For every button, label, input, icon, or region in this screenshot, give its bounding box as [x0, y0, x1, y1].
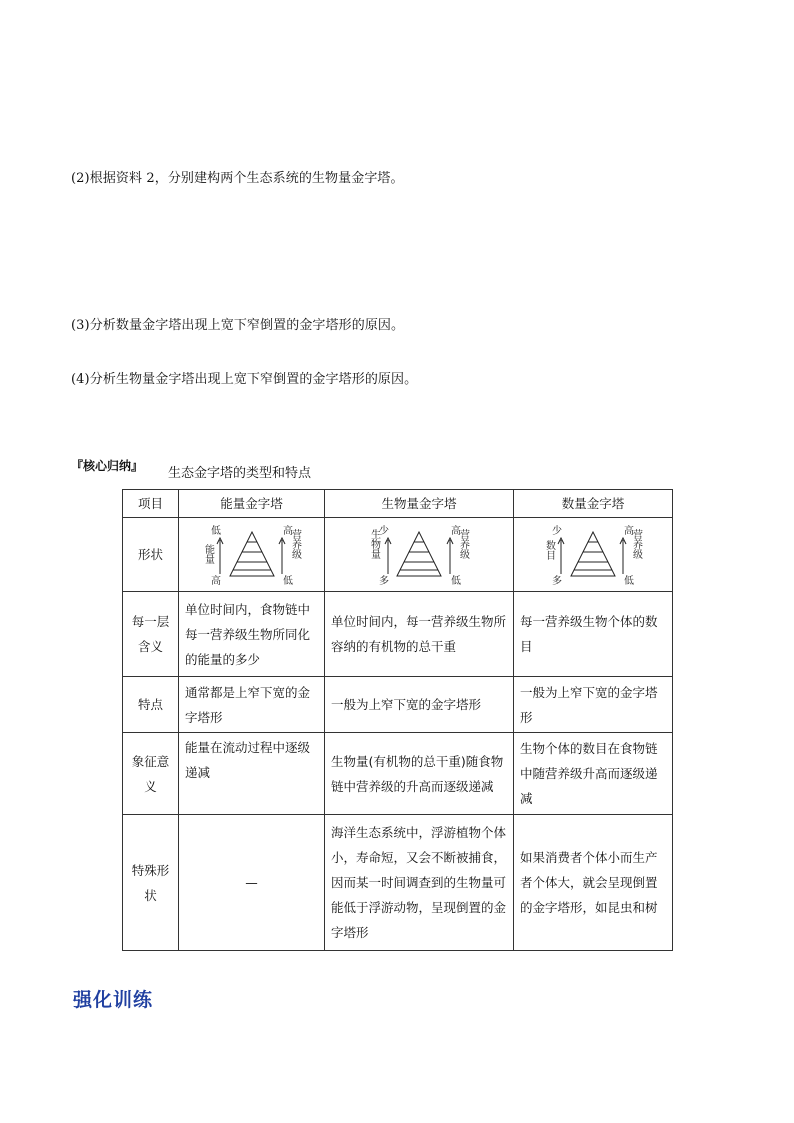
- header-item: 项目: [123, 490, 179, 518]
- energy-right-top-label: 高: [282, 525, 293, 537]
- energy-symbolic-meaning: 能量在流动过程中逐级递减: [179, 733, 325, 815]
- question-4: (4)分析生物量金字塔出现上宽下窄倒置的金字塔形的原因。: [71, 372, 418, 387]
- energy-left-top-label: 低: [210, 525, 221, 537]
- table-header-row: [123, 490, 673, 518]
- number-special-shape: 如果消费者个体小而生产者个体大，就会呈现倒置的金字塔形，如昆虫和树: [514, 815, 673, 951]
- energy-special-shape: —: [179, 815, 325, 951]
- biomass-left-bottom-label: 多: [379, 575, 389, 587]
- table-row: [123, 592, 673, 677]
- shape-row: [123, 518, 673, 592]
- number-right-axis-label: 营养级: [630, 528, 642, 559]
- number-left-axis-label: 数目: [543, 539, 555, 560]
- biomass-right-top-label: 高: [451, 525, 461, 537]
- energy-left-bottom-label: 高: [210, 575, 221, 587]
- biomass-left-axis-label: 生物量: [368, 528, 380, 559]
- row-label-layer-meaning: 每一层含义: [123, 592, 179, 677]
- table-title: 生态金字塔的类型和特点: [168, 466, 312, 481]
- table-row: [123, 733, 673, 815]
- section-title-reinforcement: 强化训练: [73, 989, 154, 1011]
- header-biomass-pyramid: 生物量金字塔: [325, 490, 514, 518]
- biomass-pyramid-cell: [325, 518, 514, 592]
- energy-layer-meaning: 单位时间内，食物链中每一营养级生物所同化的能量的多少: [179, 592, 325, 677]
- energy-pyramid-cell: [179, 518, 325, 592]
- biomass-left-top-label: 少: [379, 525, 389, 537]
- biomass-special-shape: 海洋生态系统中，浮游植物个体小，寿命短，又会不断被捕食，因而某一时间调查到的生物量可能低于浮游动物，呈现倒置的金字塔形: [325, 815, 514, 951]
- number-symbolic-meaning: 生物个体的数目在食物链中随营养级升高而逐级递减: [514, 733, 673, 815]
- energy-left-axis-label: 能量: [202, 543, 213, 564]
- table-row: [123, 677, 673, 733]
- question-2: (2)根据资料 2，分别建构两个生态系统的生物量金字塔。: [71, 171, 404, 186]
- header-energy-pyramid: 能量金字塔: [179, 490, 325, 518]
- question-3: (3)分析数量金字塔出现上宽下窄倒置的金字塔形的原因。: [71, 318, 405, 333]
- number-right-bottom-label: 低: [624, 575, 634, 587]
- table-row: [123, 815, 673, 951]
- biomass-symbolic-meaning: 生物量(有机物的总干重)随食物链中营养级的升高而逐级递减: [325, 733, 514, 815]
- biomass-pyramid-diagram: [364, 522, 474, 588]
- number-pyramid-cell: [514, 518, 673, 592]
- number-layer-meaning: 每一营养级生物个体的数目: [514, 592, 673, 677]
- energy-right-axis-label: 营养级: [289, 528, 300, 559]
- pyramid-comparison-table: [122, 489, 673, 951]
- row-label-features: 特点: [123, 677, 179, 733]
- header-number-pyramid: 数量金字塔: [514, 490, 673, 518]
- energy-pyramid-diagram: [202, 522, 302, 588]
- number-left-top-label: 少: [552, 525, 562, 537]
- row-label-symbolic-meaning: 象征意义: [123, 733, 179, 815]
- biomass-right-bottom-label: 低: [451, 575, 461, 587]
- biomass-features: 一般为上窄下宽的金字塔形: [325, 677, 514, 733]
- energy-right-bottom-label: 低: [282, 575, 293, 587]
- row-label-shape: 形状: [123, 518, 179, 592]
- core-summary-tag: 『核心归纳』: [71, 459, 144, 473]
- energy-features: 通常都是上窄下宽的金字塔形: [179, 677, 325, 733]
- biomass-right-axis-label: 营养级: [457, 528, 469, 559]
- number-pyramid-diagram: [543, 522, 643, 588]
- number-left-bottom-label: 多: [552, 575, 562, 587]
- biomass-layer-meaning: 单位时间内，每一营养级生物所容纳的有机物的总干重: [325, 592, 514, 677]
- number-features: 一般为上窄下宽的金字塔形: [514, 677, 673, 733]
- number-right-top-label: 高: [624, 525, 634, 537]
- row-label-special-shape: 特殊形状: [123, 815, 179, 951]
